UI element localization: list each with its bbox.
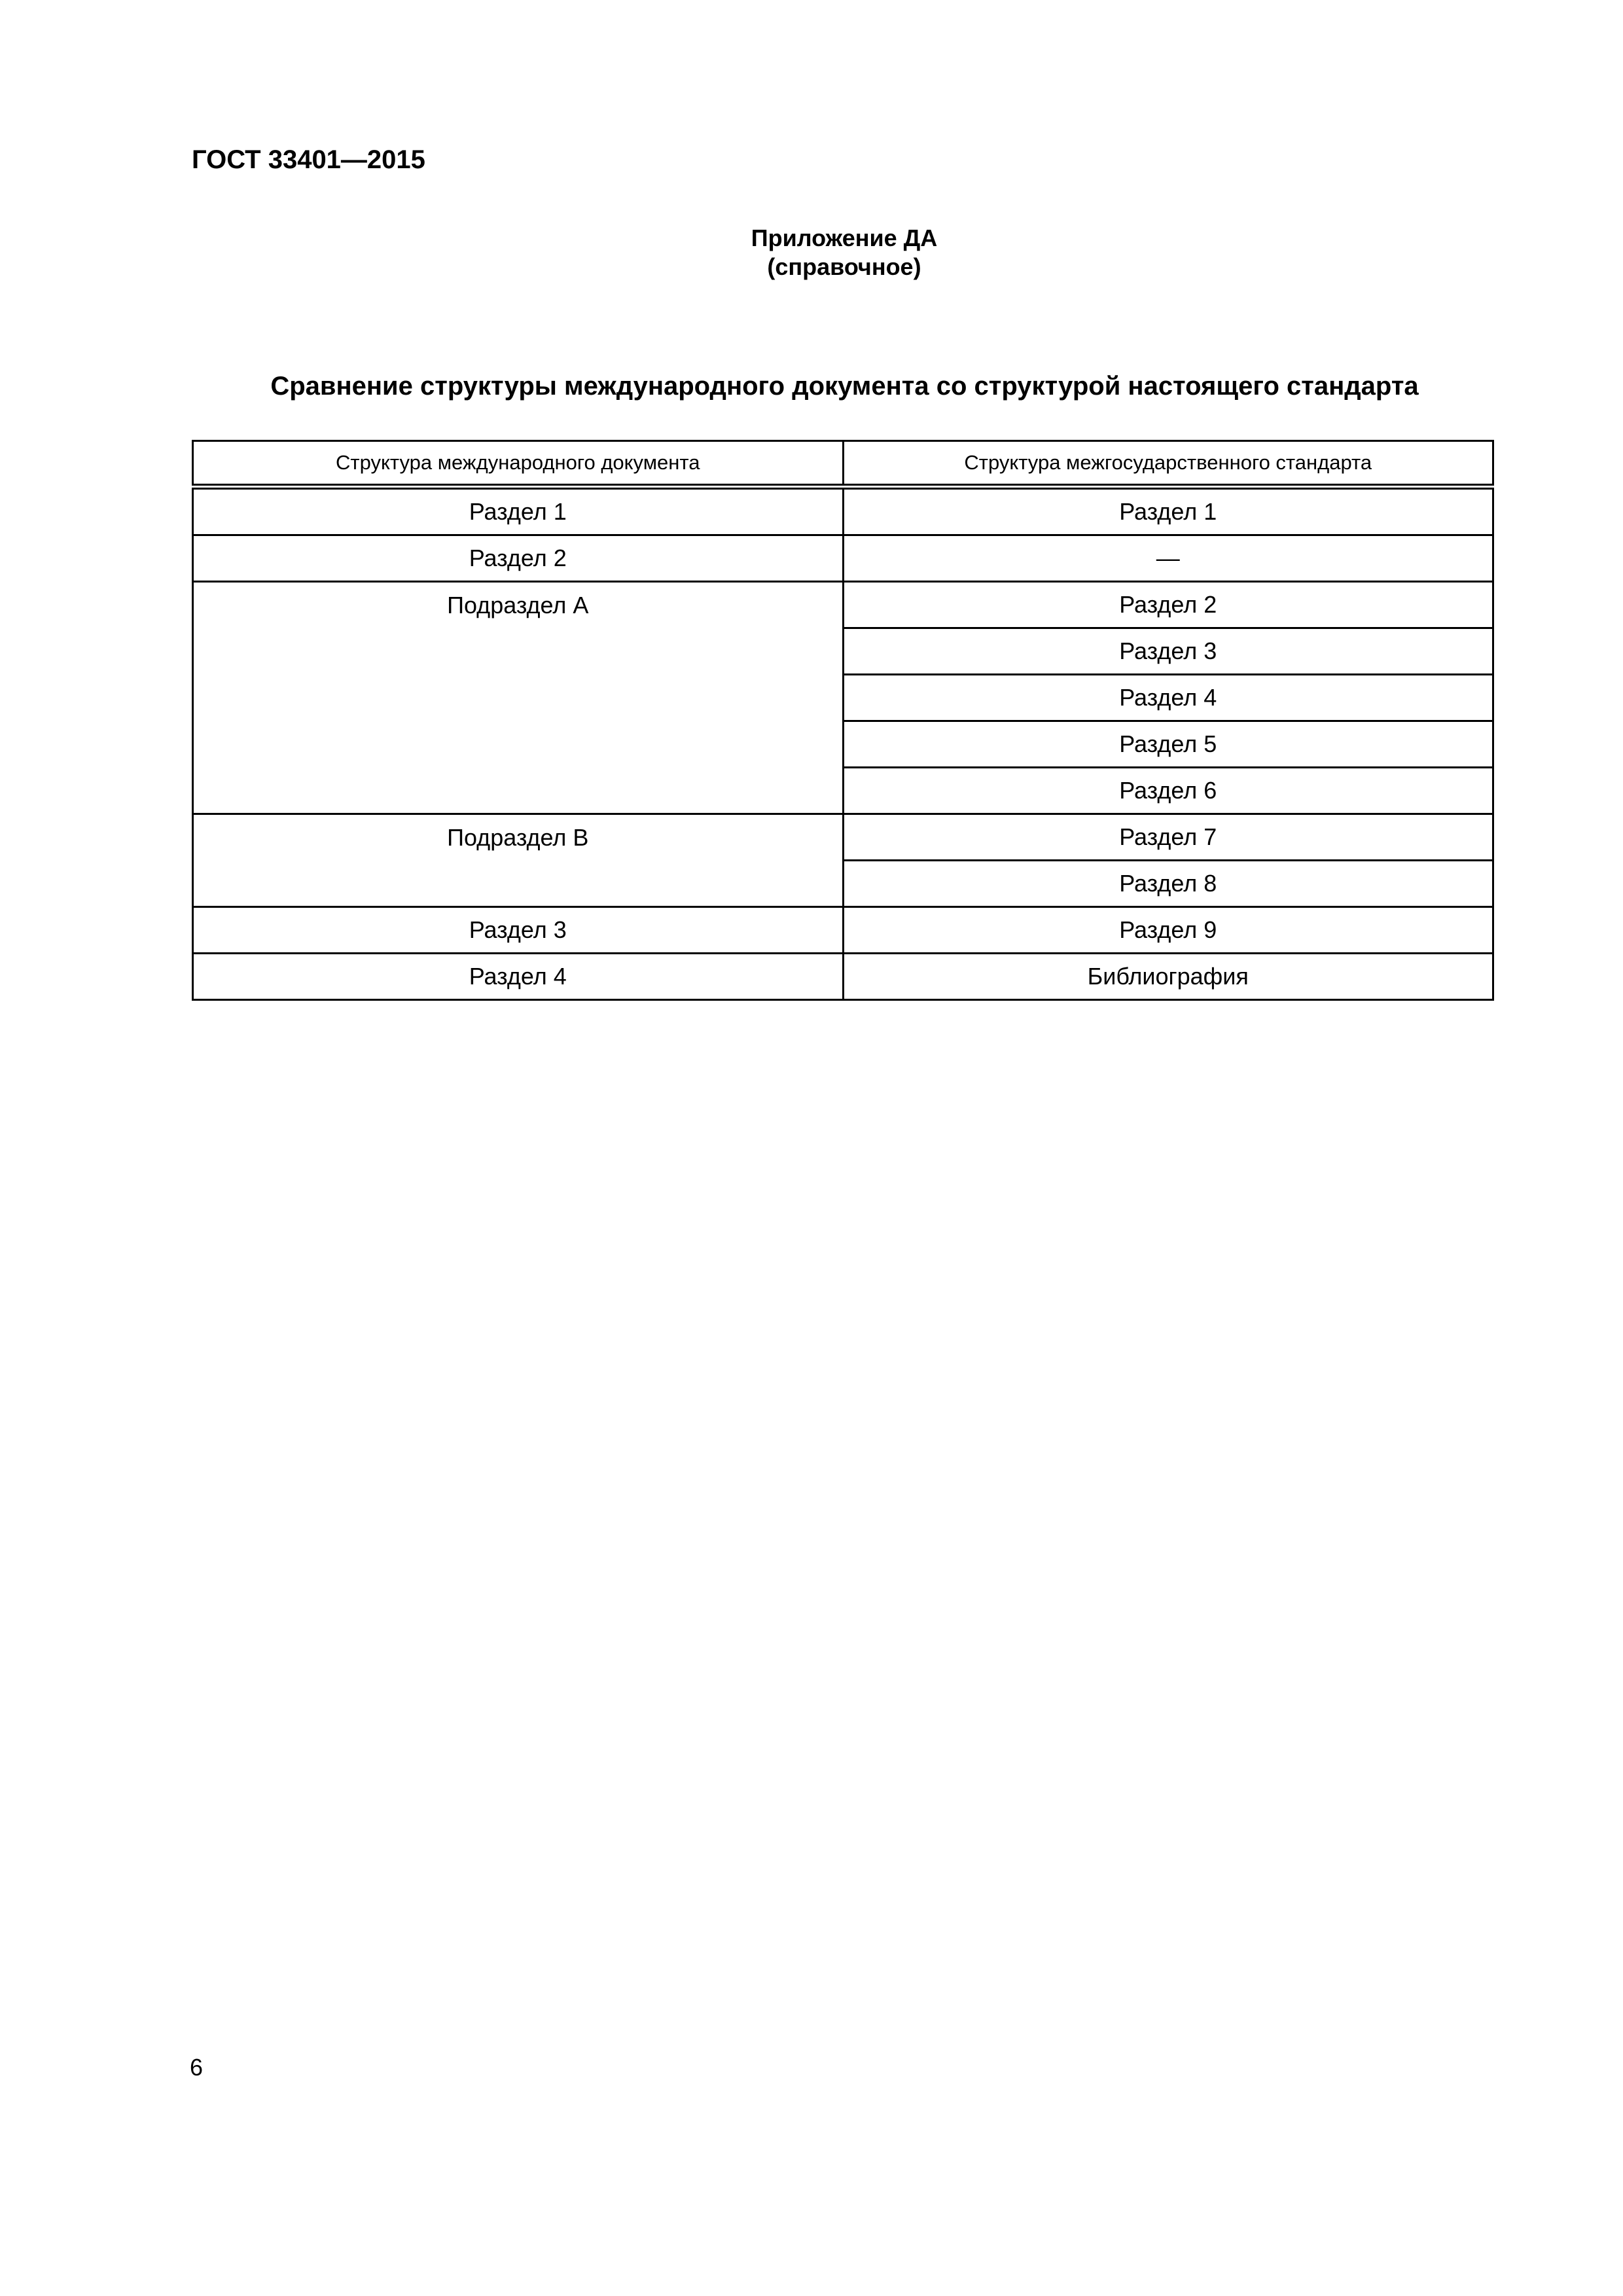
international-section: Раздел 2 xyxy=(193,535,844,582)
international-subsection: Подраздел В xyxy=(193,814,844,907)
table-row xyxy=(193,487,1493,535)
international-subsection: Подраздел А xyxy=(193,582,844,814)
interstate-section: Раздел 3 xyxy=(843,628,1493,675)
international-section: Раздел 1 xyxy=(193,487,844,535)
interstate-section: — xyxy=(843,535,1493,582)
interstate-bibliography: Библиография xyxy=(843,954,1493,1000)
interstate-section: Раздел 4 xyxy=(843,675,1493,721)
appendix-type: (справочное) xyxy=(767,253,921,280)
interstate-section: Раздел 5 xyxy=(843,721,1493,768)
table-row xyxy=(193,582,1493,628)
header-interstate-structure: Структура межгосударственного стандарта xyxy=(843,441,1493,487)
header-international-structure: Структура международного документа xyxy=(193,441,844,487)
table-row xyxy=(193,814,1493,861)
structure-comparison-table xyxy=(192,440,1494,1001)
interstate-section: Раздел 2 xyxy=(843,582,1493,628)
interstate-section: Раздел 6 xyxy=(843,768,1493,814)
page-number: 6 xyxy=(190,2054,204,2081)
document-code: ГОСТ 33401—2015 xyxy=(192,145,425,174)
interstate-section: Раздел 8 xyxy=(843,861,1493,907)
interstate-section: Раздел 7 xyxy=(843,814,1493,861)
international-section: Раздел 4 xyxy=(193,954,844,1000)
table-header-row xyxy=(193,441,1493,487)
table-row xyxy=(193,954,1493,1000)
table-title: Сравнение структуры международного документа со структурой настоящего стандарта xyxy=(270,372,1419,401)
international-section: Раздел 3 xyxy=(193,907,844,954)
table-row xyxy=(193,907,1493,954)
table-row xyxy=(193,535,1493,582)
interstate-section: Раздел 1 xyxy=(843,487,1493,535)
interstate-section: Раздел 9 xyxy=(843,907,1493,954)
appendix-title: Приложение ДА xyxy=(751,224,938,251)
